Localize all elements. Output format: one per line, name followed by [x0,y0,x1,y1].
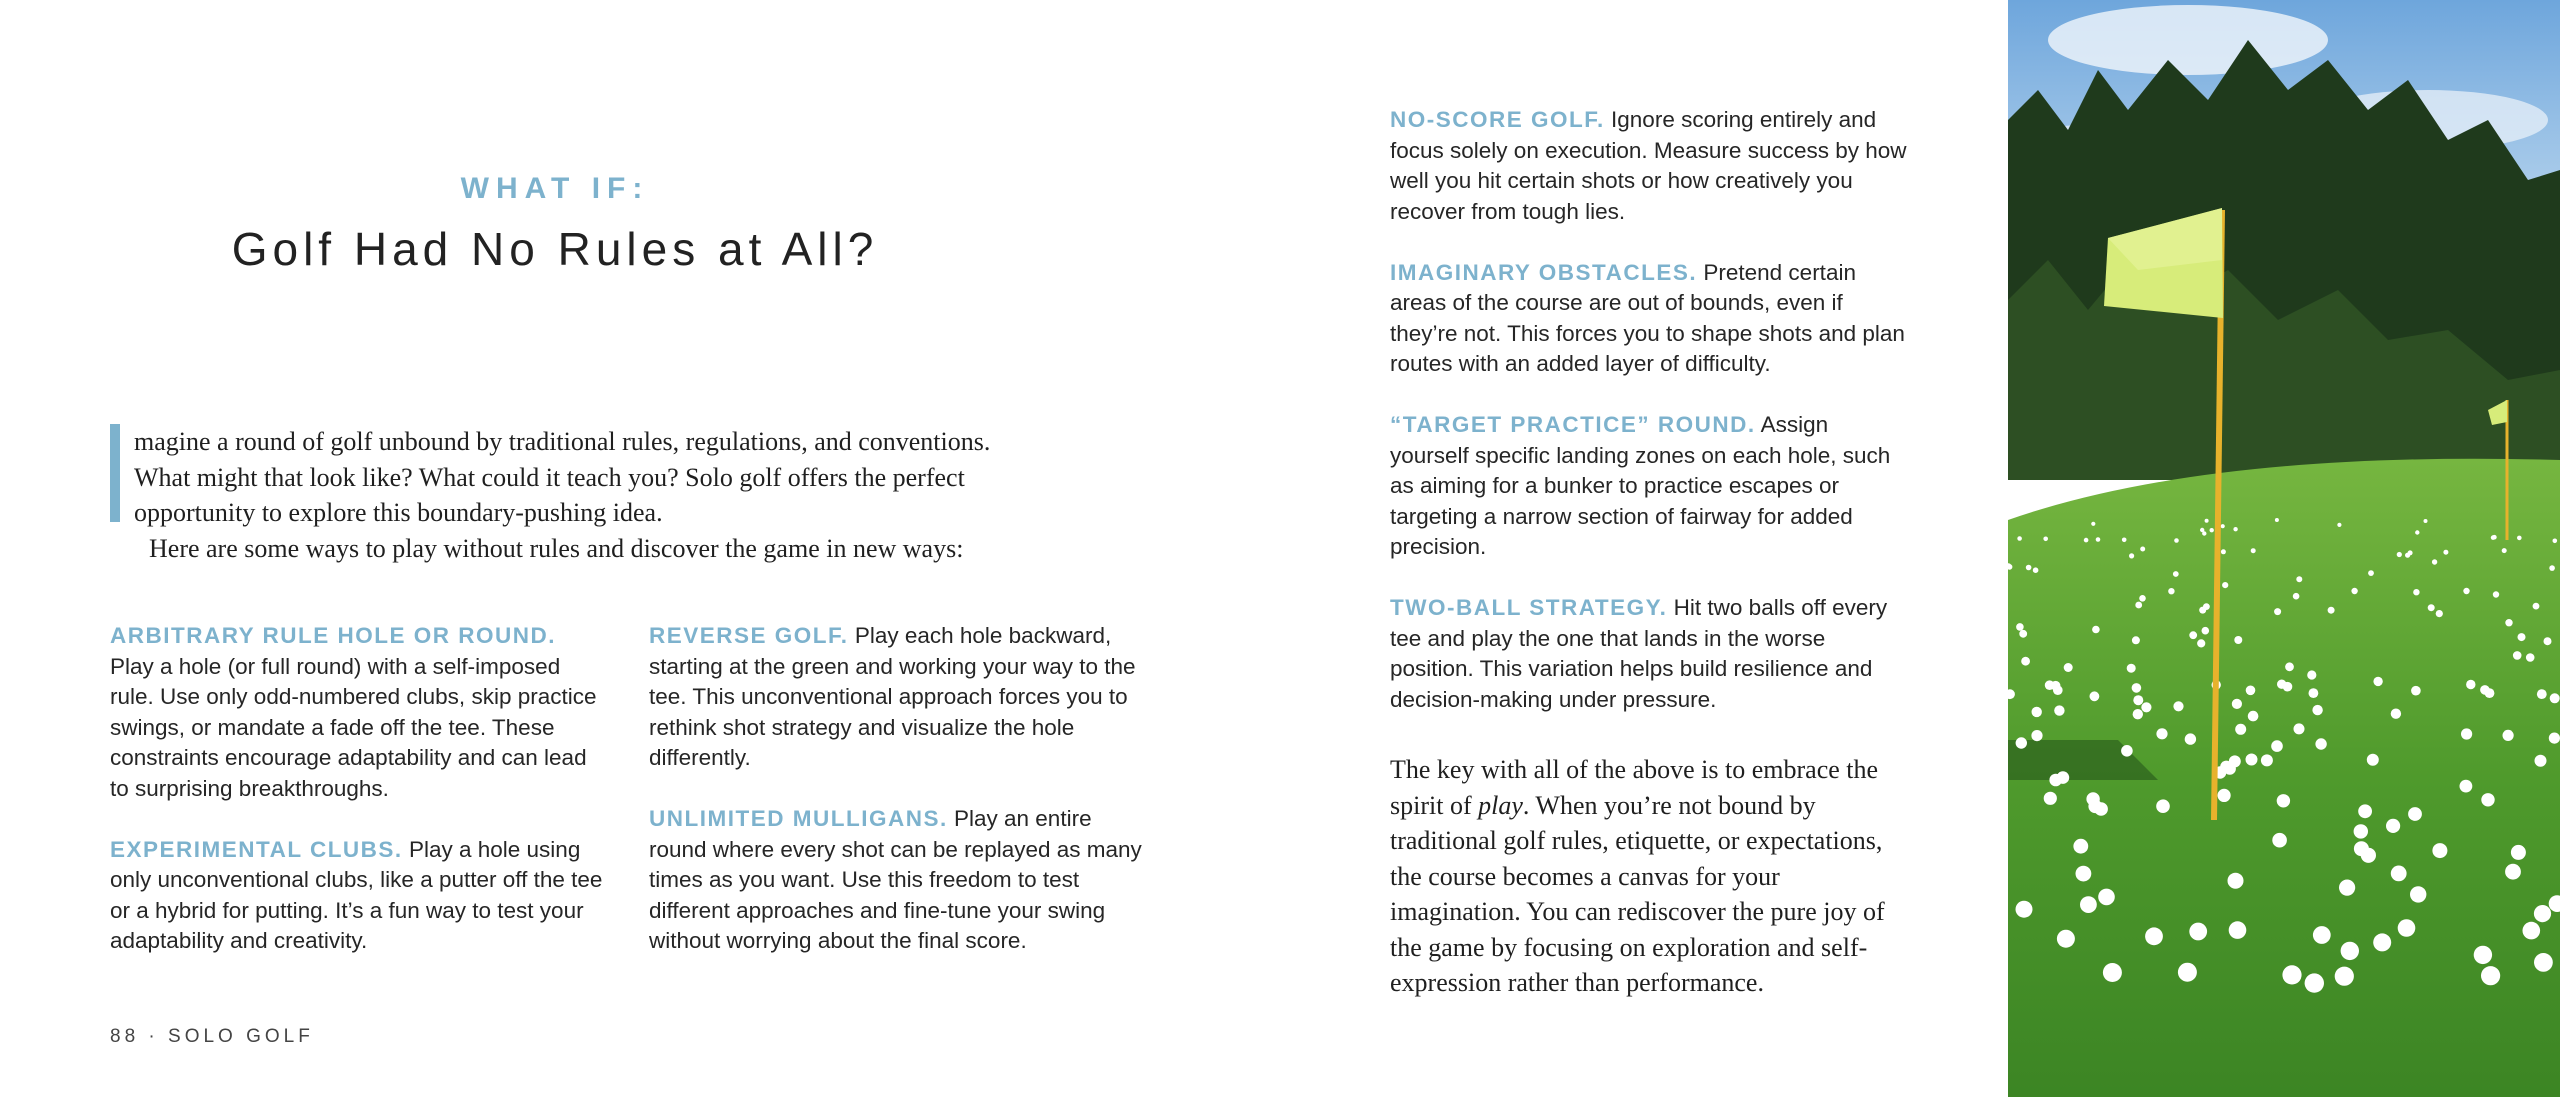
golf-ball [2315,738,2326,749]
golf-ball [2461,728,2472,739]
golf-ball [2228,873,2244,889]
golf-ball [2335,967,2354,986]
golf-ball [2091,522,2095,526]
golf-range-flag-photo [2008,0,2560,1097]
golf-ball [2391,866,2407,882]
golf-ball [2410,886,2426,902]
golf-ball [2121,745,2133,757]
golf-ball [2505,864,2521,880]
golf-ball [2537,689,2547,699]
golf-ball [2534,905,2551,922]
tip-heading: TWO-BALL STRATEGY. [1390,595,1668,620]
cloud [2048,5,2328,75]
golf-ball [2246,754,2258,766]
golf-ball [2103,963,2122,982]
golf-ball [2173,571,2179,577]
golf-ball [2274,608,2281,615]
tip-heading: UNLIMITED MULLIGANS. [649,806,948,831]
tip-body: Play each hole backward, starting at the green and working your way to the tee. This unconventional approach forces you to rethink shot strategy and visualize the hole differently. [649,623,1136,770]
golf-ball [2474,946,2492,964]
golf-ball [2481,793,2494,806]
golf-ball [2202,627,2210,635]
tip-target-practice [1390,410,1910,563]
intro-paragraph-1: magine a round of golf unbound by traditional rules, regulations, and conventions. What might that look like? What could it teach you? Solo golf offers the perfect opportunity to explore this boundary-pushing idea. [134,427,991,527]
golf-ball [2043,537,2048,542]
golf-ball [2200,528,2204,532]
golf-ball [2248,711,2259,722]
golf-ball [2463,588,2469,594]
golf-ball [2517,536,2522,541]
golf-ball [2127,664,2136,673]
golf-ball [2549,733,2560,744]
golf-ball [2373,933,2391,951]
golf-ball [2016,737,2027,748]
tip-heading: “TARGET PRACTICE” ROUND. [1390,412,1756,437]
golf-ball [2017,536,2022,541]
golf-ball [2090,691,2100,701]
golf-ball [2031,730,2042,741]
tip-body: Pretend certain areas of the course are out of bounds, even if they’re not. This forces you to shape shots and plan routes with an added layer of difficulty. [1390,259,1905,376]
golf-ball [2432,843,2447,858]
golf-ball [2337,523,2341,527]
golf-ball [2057,771,2070,784]
left-column [110,621,610,957]
intro-paragraph-2: Here are some ways to play without rules and discover the game in new ways: [149,533,964,563]
golf-ball [2168,588,2174,594]
golf-ball [2135,602,2142,609]
golf-ball [2096,537,2101,542]
tip-two-ball-strategy [1390,593,1910,715]
tip-reverse-golf [649,621,1149,774]
golf-ball [2132,683,2142,693]
golf-ball [2026,565,2032,571]
middle-column [649,621,1149,957]
golf-ball [2294,723,2305,734]
golf-ball [2140,547,2145,552]
golf-ball [2460,780,2473,793]
golf-ball [2351,588,2357,594]
golf-ball [2234,636,2242,644]
golf-ball [2285,662,2294,671]
tip-body: Assign yourself specific landing zones on each hole, such as aiming for a bunker to practice escapes or targeting a narrow section of fairway for added precision. [1390,412,1891,559]
golf-ball [2368,570,2374,576]
golf-ball [2033,567,2039,573]
golf-ball [2502,548,2507,553]
closing-emphasis: play [1478,790,1523,820]
tip-experimental-clubs [110,835,610,957]
golf-ball [2480,685,2490,695]
tip-imaginary-obstacles [1390,258,1910,380]
golf-ball [2428,604,2435,611]
golf-ball [2235,724,2246,735]
golf-ball [2513,651,2522,660]
golf-ball [2173,701,2183,711]
golf-ball [2189,631,2197,639]
golf-ball [2398,919,2416,937]
golf-ball [2275,518,2279,522]
golf-ball [2397,552,2402,557]
golf-ball [2032,707,2042,717]
golf-ball [2405,553,2410,558]
golf-ball [2229,921,2247,939]
golf-ball [2443,550,2448,555]
golf-ball [2092,626,2100,634]
golf-ball [2550,693,2560,703]
golf-ball [2307,670,2316,679]
golf-ball [2016,623,2024,631]
golf-ball [2197,639,2205,647]
golf-ball [2339,880,2355,896]
golf-ball [2534,953,2553,972]
golf-ball [2535,755,2547,767]
golf-ball [2505,619,2512,626]
golf-ball [2277,680,2286,689]
golf-ball [2189,923,2207,941]
golf-ball [2493,591,2499,597]
golf-ball [2293,593,2300,600]
golf-ball [2132,636,2140,644]
golf-ball [2156,728,2167,739]
golf-ball [2221,549,2226,554]
golf-ball [2251,548,2256,553]
golf-ball [2466,680,2475,689]
golf-ball [2312,705,2322,715]
golf-ball [2424,519,2428,523]
golf-ball [2358,804,2372,818]
golf-ball [2084,538,2089,543]
golf-ball [2305,973,2324,992]
tip-unlimited-mulligans [649,804,1149,957]
golf-ball [2282,965,2301,984]
golf-ball [2054,705,2064,715]
golf-ball [2098,889,2115,906]
golf-ball [2021,657,2030,666]
golf-ball [2272,833,2287,848]
golf-ball [2373,677,2382,686]
right-column [1390,105,1910,715]
tip-body: Hit two balls off every tee and play the one that lands in the worse position. This variation helps build resilience and decision-making under pressure. [1390,595,1888,712]
golf-ball [2139,595,2146,602]
golf-ball [2391,709,2401,719]
photo-illustration [2008,0,2560,1097]
closing-text-after: . When you’re not bound by traditional golf rules, etiquette, or expectations, the course becomes a canvas for your imagination. You can rediscover the pure joy of the game by focusing on exploration and self-expression rather than performance. [1390,790,1885,997]
book-title: SOLO GOLF [168,1026,314,1047]
golf-ball [2432,559,2437,564]
golf-ball [2354,841,2369,856]
page-number: 88 [110,1026,140,1047]
golf-ball [2210,528,2214,532]
golf-ball [2309,688,2319,698]
tip-body: Play an entire round where every shot can be replayed as many times as you want. Use this freedom to test different approaches and fine-tune your swing without worrying about the final score. [649,806,1142,953]
closing-text-before: The key with all of the above is to embrace the spirit of [1390,755,1879,820]
golf-ball [2205,519,2209,523]
golf-ball [2133,709,2143,719]
tip-no-score-golf [1390,105,1910,227]
golf-ball [2354,824,2368,838]
tip-heading: EXPERIMENTAL CLUBS. [110,836,403,862]
intro-text [110,424,1030,566]
golf-ball [2549,565,2555,571]
golf-ball [2174,538,2179,543]
golf-ball [2518,633,2526,641]
page-title: Golf Had No Rules at All? [231,223,879,275]
tip-heading: IMAGINARY OBSTACLES. [1390,259,1698,285]
golf-ball [2367,754,2379,766]
golf-ball [2481,966,2500,985]
golf-ball [2271,740,2283,752]
golf-ball [2057,930,2075,948]
golf-ball [2511,845,2526,860]
golf-ball [2492,535,2497,540]
golf-ball [2178,963,2197,982]
golf-ball [2544,637,2552,645]
golf-ball [2553,539,2558,544]
tip-body: Play a hole using only unconventional clubs, like a putter off the tee or a hybrid for putting. It’s a fun way to test your adaptability and creativity. [110,836,603,953]
golf-ball [2296,576,2302,582]
golf-ball [2436,610,2443,617]
folio-separator: · [148,1026,159,1047]
golf-ball [2413,589,2419,595]
golf-ball [2129,553,2134,558]
golf-ball [2133,695,2143,705]
golf-ball [2019,630,2027,638]
tip-body: Ignore scoring entirely and focus solely on execution. Measure success by how well you hit certain shots or how creatively you recover from tough lies. [1390,107,1907,224]
golf-ball [2185,733,2196,744]
tip-heading: ARBITRARY RULE HOLE OR ROUND. [110,623,557,648]
golf-ball [2411,686,2421,696]
golf-ball [2408,807,2422,821]
golf-ball [2156,799,2170,813]
golf-ball [2526,653,2535,662]
golf-ball [2313,926,2331,944]
golf-ball [2533,603,2540,610]
golf-ball [2073,839,2088,854]
golf-ball [2221,524,2225,528]
golf-ball [2080,896,2097,913]
closing-paragraph [1390,752,1910,1001]
golf-ball [2503,730,2514,741]
tip-heading: REVERSE GOLF. [649,623,849,648]
golf-ball [2523,922,2541,940]
golf-ball [2277,794,2290,807]
golf-ball [2261,754,2273,766]
golf-ball [2386,819,2400,833]
golf-ball [2328,607,2335,614]
tip-arbitrary-rule [110,621,610,804]
tip-heading: NO-SCORE GOLF. [1390,107,1605,132]
golf-ball [2076,866,2092,882]
golf-ball [2341,942,2359,960]
golf-ball [2233,527,2237,531]
golf-ball [2222,582,2228,588]
golf-ball [2094,802,2108,816]
golf-ball [2064,663,2073,672]
golf-ball [2246,686,2256,696]
page-folio [110,1026,314,1048]
golf-ball [2141,702,2151,712]
section-eyebrow: WHAT IF: [460,172,650,205]
golf-ball [2415,530,2419,534]
golf-ball [2016,901,2033,918]
tip-body: Play a hole (or full round) with a self-imposed rule. Use only odd-numbered clubs, skip practice swings, or mandate a fade off the tee. These constraints encourage adaptability and can lead to surprising breakthroughs. [110,653,597,801]
golf-ball [2145,927,2163,945]
golf-ball [2122,538,2127,543]
golf-ball [2044,792,2057,805]
golf-ball [2218,789,2231,802]
golf-ball [2199,607,2206,614]
golf-ball [2232,699,2242,709]
golf-ball [2051,681,2061,691]
